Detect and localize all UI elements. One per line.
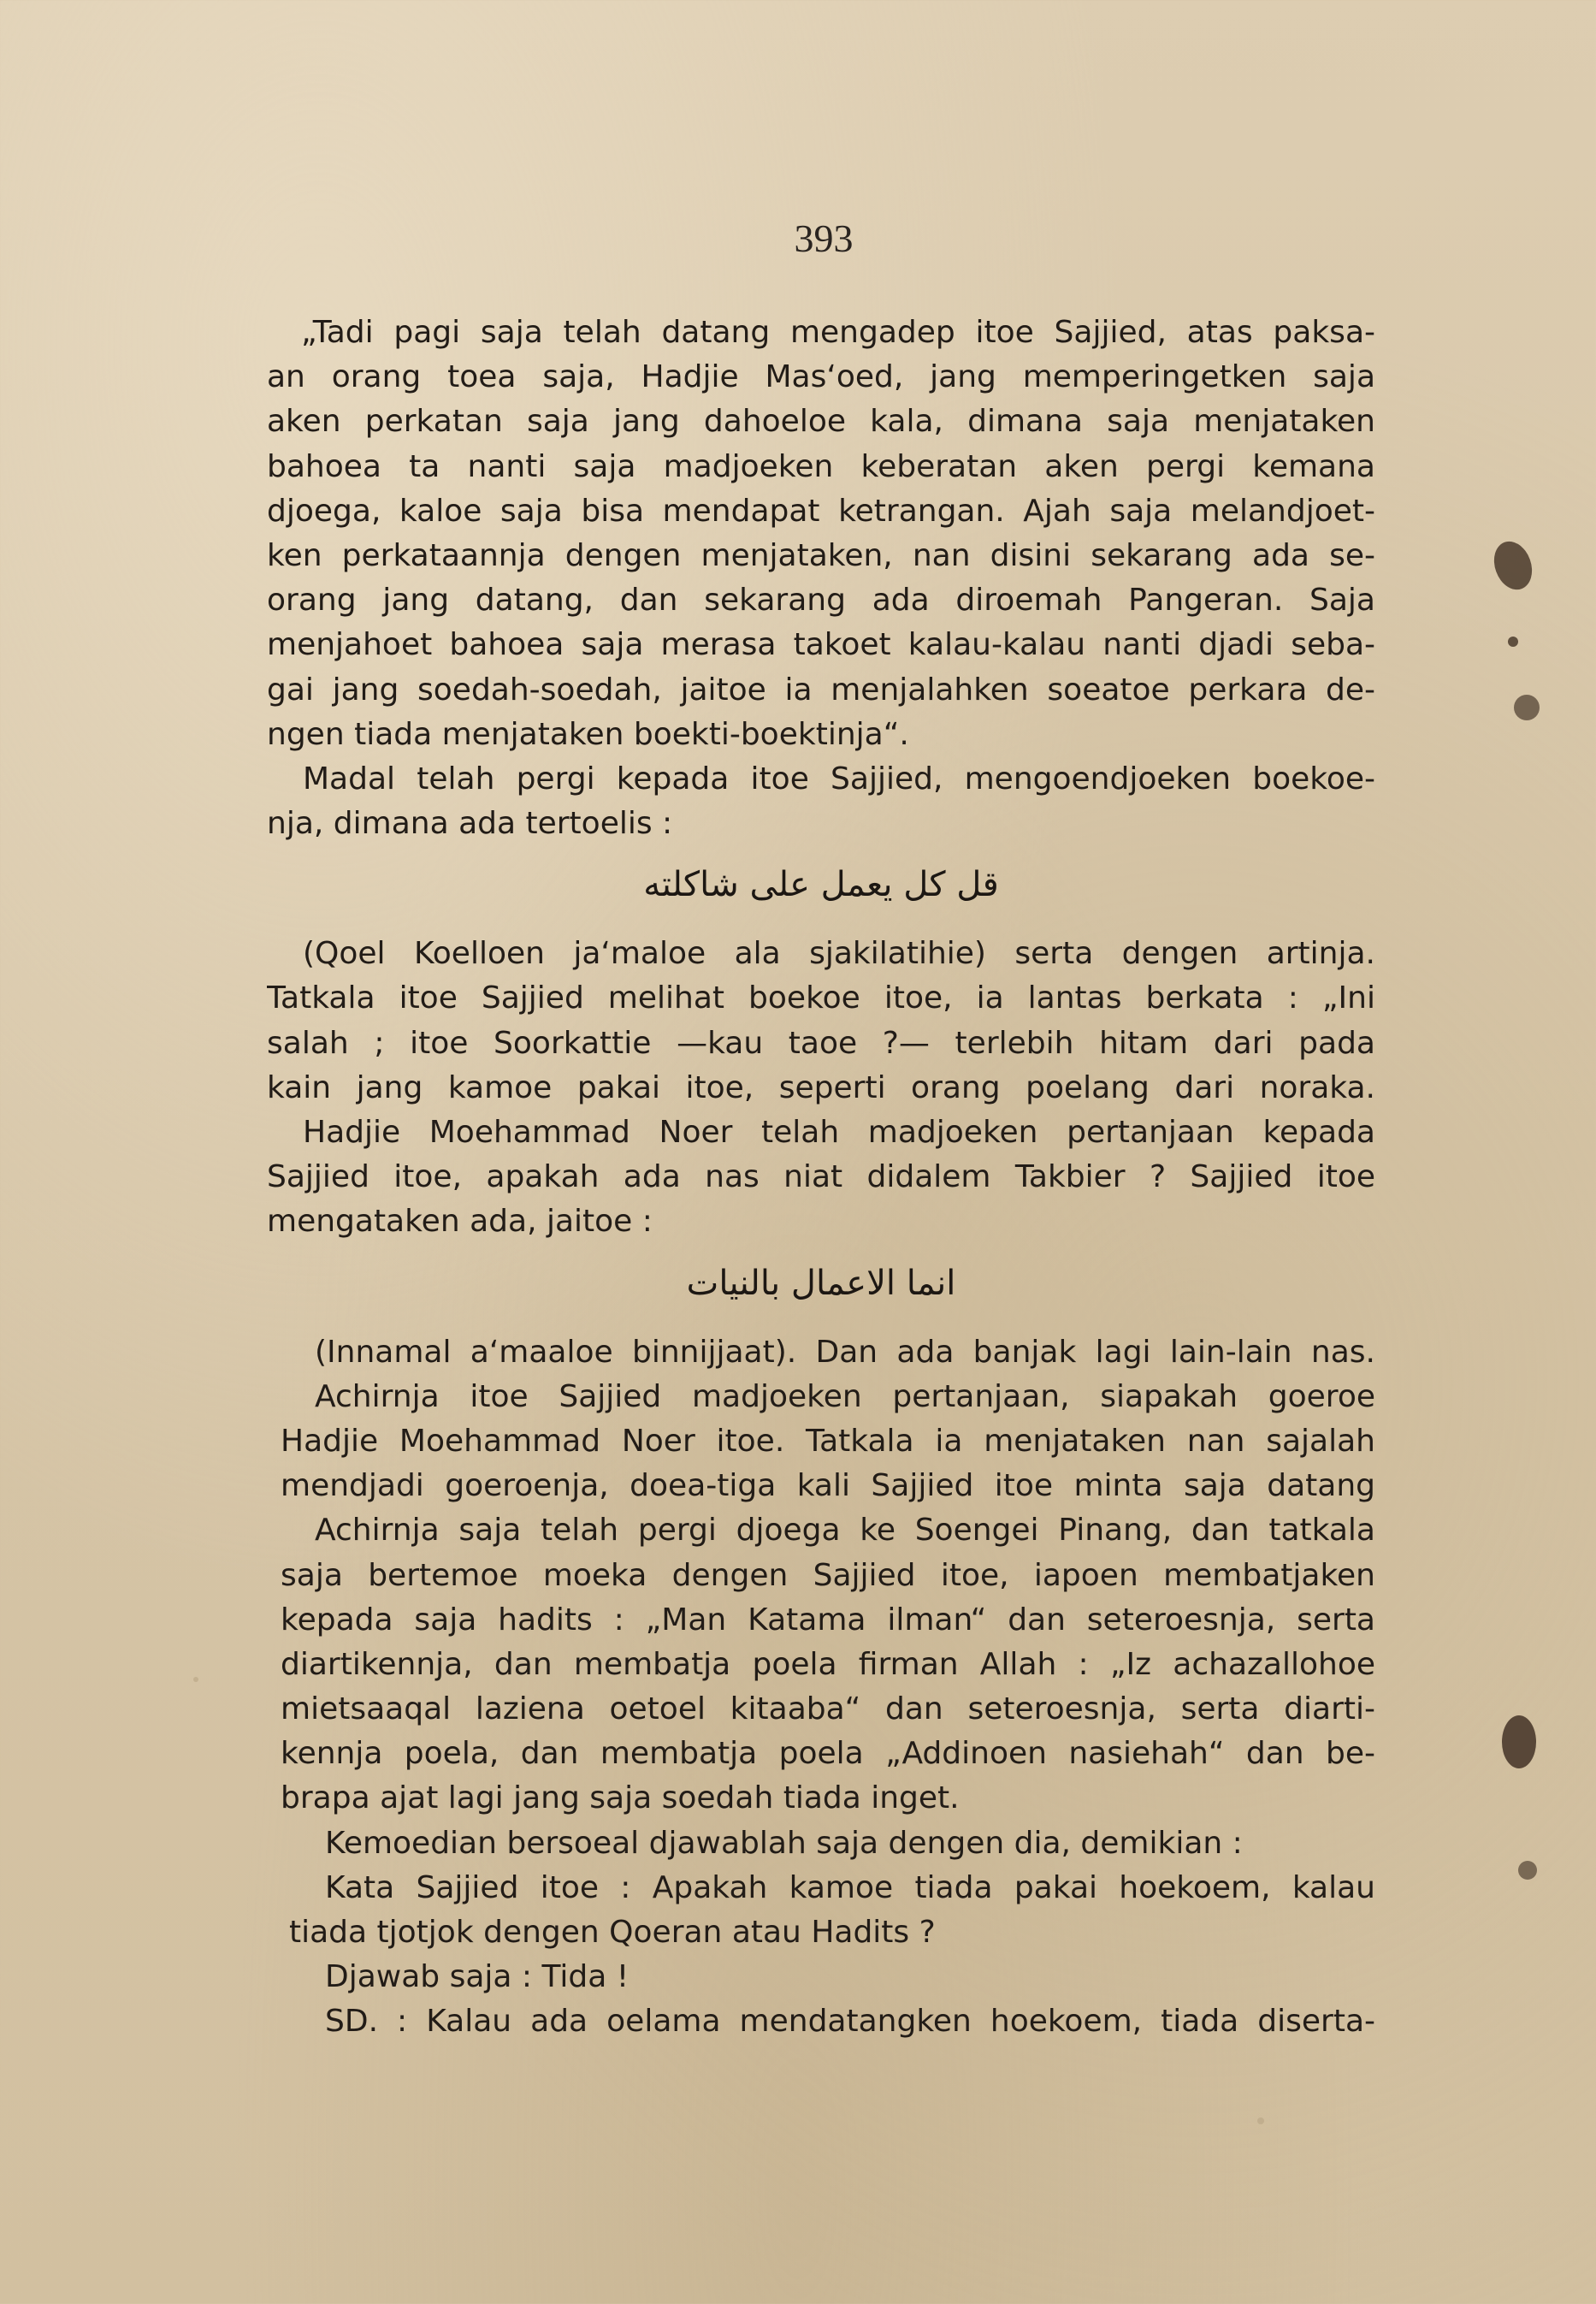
- text-line: kain jang kamoe pakai itoe, seperti orang poelang dari noraka.: [267, 1069, 1375, 1105]
- text-line: aken perkatan saja jang dahoeloe kala, dimana saja menjataken: [267, 404, 1375, 440]
- text-line: Kata Sajjied itoe : Apakah kamoe tiada pakai hoekoem, kalau: [325, 1869, 1375, 1905]
- ink-blot: [1502, 1715, 1536, 1768]
- arabic-quote: قل كل يعمل على شاكلته: [643, 865, 999, 905]
- paper-spot: [193, 1677, 198, 1682]
- text-line: mendjadi goeroenja, doea-tiga kali Sajjied itoe minta saja datang: [281, 1468, 1375, 1504]
- ink-blot: [1487, 536, 1538, 595]
- text-line: Sajjied itoe, apakah ada nas niat didalem Takbier ? Sajjied itoe: [267, 1159, 1375, 1195]
- text-line: diartikennja, dan membatja poela firman Allah : „Iz achazallohoe: [281, 1646, 1375, 1682]
- paper-spot: [1257, 2117, 1264, 2124]
- text-line: bahoea ta nanti saja madjoeken keberatan aken pergi kemana: [267, 448, 1375, 484]
- text-line: Djawab saja : Tida !: [325, 1959, 630, 1995]
- text-line: ngen tiada menjataken boekti-boektinja“.: [267, 716, 909, 752]
- ink-blot: [1508, 637, 1518, 647]
- text-line: orang jang datang, dan sekarang ada diroemah Pangeran. Saja: [267, 583, 1375, 619]
- text-line: (Innamal a‘maaloe binnijjaat). Dan ada banjak lagi lain-lain nas.: [315, 1334, 1375, 1370]
- body-text: [267, 311, 1375, 2045]
- text-line: mietsaaqal laziena oetoel kitaaba“ dan seteroesnja, serta diarti-: [281, 1691, 1375, 1727]
- text-line: Achirnja itoe Sajjied madjoeken pertanjaan, siapakah goeroe: [315, 1378, 1375, 1414]
- text-line: nja, dimana ada tertoelis :: [267, 806, 673, 842]
- text-line: kepada saja hadits : „Man Katama ilman“ dan seteroesnja, serta: [281, 1602, 1375, 1638]
- text-line: djoega, kaloe saja bisa mendapat ketrangan. Ajah saja melandjoet-: [267, 493, 1375, 529]
- text-line: Hadjie Moehammad Noer itoe. Tatkala ia menjataken nan sajalah: [281, 1423, 1375, 1459]
- text-line: menjahoet bahoea saja merasa takoet kalau-kalau nanti djadi seba-: [267, 627, 1375, 663]
- ink-blot: [1518, 1861, 1537, 1880]
- text-line: Tatkala itoe Sajjied melihat boekoe itoe, ia lantas berkata : „Ini: [267, 980, 1375, 1016]
- text-line: (Qoel Koelloen ja‘maloe ala sjakilatihie) serta dengen artinja.: [303, 936, 1375, 972]
- text-line: mengataken ada, jaitoe :: [267, 1204, 653, 1240]
- text-line: Madal telah pergi kepada itoe Sajjied, mengoendjoeken boekoe-: [303, 761, 1375, 797]
- page-number: 393: [794, 216, 854, 260]
- text-line: kennja poela, dan membatja poela „Addinoen nasiehah“ dan be-: [281, 1736, 1375, 1772]
- ink-blot: [1514, 695, 1540, 720]
- text-line: Achirnja saja telah pergi djoega ke Soengei Pinang, dan tatkala: [315, 1513, 1375, 1549]
- text-line: „Tadi pagi saja telah datang mengadep itoe Sajjied, atas paksa-: [301, 315, 1375, 350]
- text-line: tiada tjotjok dengen Qoeran atau Hadits ?: [289, 1915, 936, 1950]
- text-line: saja bertemoe moeka dengen Sajjied itoe, iapoen membatjaken: [281, 1557, 1375, 1593]
- text-line: ken perkataannja dengen menjataken, nan disini sekarang ada se-: [267, 537, 1375, 573]
- text-line: brapa ajat lagi jang saja soedah tiada inget.: [281, 1780, 960, 1816]
- arabic-quote: انما الاعمال بالنيات: [686, 1263, 956, 1303]
- text-line: Kemoedian bersoeal djawablah saja dengen dia, demikian :: [325, 1825, 1243, 1861]
- text-line: salah ; itoe Soorkattie —kau taoe ?— terlebih hitam dari pada: [267, 1025, 1375, 1061]
- text-line: Hadjie Moehammad Noer telah madjoeken pertanjaan kepada: [303, 1115, 1375, 1150]
- text-line: gai jang soedah-soedah, jaitoe ia menjalahken soeatoe perkara de-: [267, 672, 1375, 708]
- text-line: an orang toea saja, Hadjie Mas‘oed, jang memperingetken saja: [267, 359, 1375, 395]
- text-line: SD. : Kalau ada oelama mendatangken hoekoem, tiada diserta-: [325, 2004, 1375, 2040]
